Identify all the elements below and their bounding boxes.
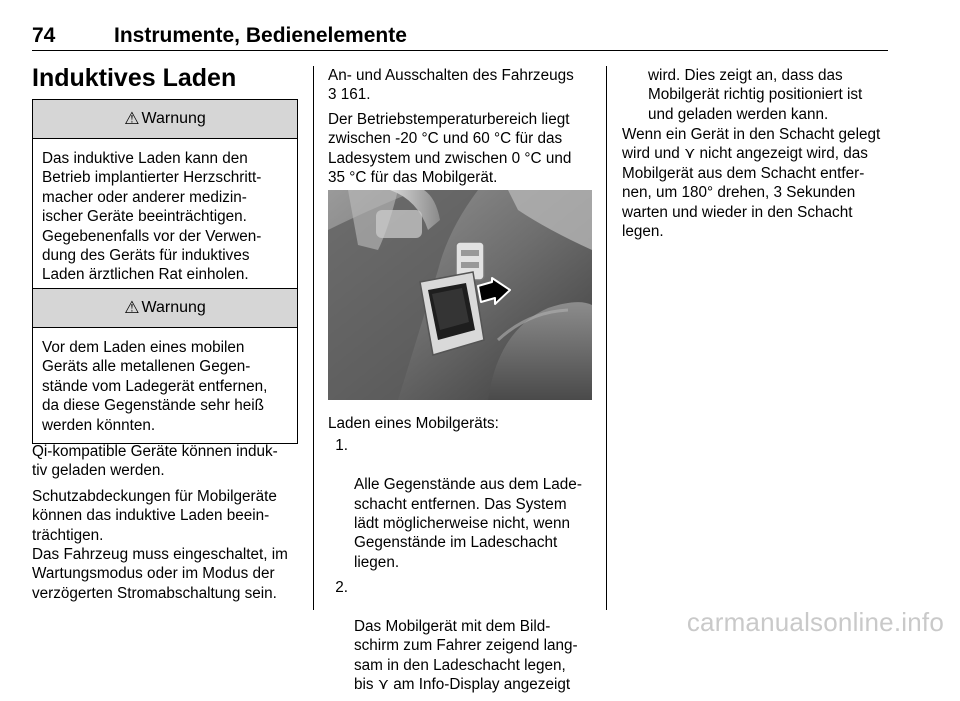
warning-title: Warnung: [141, 110, 206, 127]
body-paragraph: Der Betriebstemperaturbereich liegt zwischen -20 °C und 60 °C für das Ladesystem und zwischen 0 °C und 35 °C für das Mobilgerät.: [328, 111, 572, 187]
column-divider: [313, 66, 314, 610]
column-divider: [606, 66, 607, 610]
section-title: Induktives Laden: [32, 64, 237, 92]
page-number: 74: [32, 24, 56, 47]
running-title: Instrumente, Bedienelemente: [114, 24, 407, 47]
list-item: [328, 436, 596, 572]
step-number: 1.: [335, 437, 348, 455]
step-text: Das Mobilgerät mit dem Bild- schirm zum Fahrer zeigend lang- sam in den Ladeschacht legen, bis ⋎ am Info-Display angezeigt: [354, 618, 578, 694]
body-paragraph: Wenn ein Gerät in den Schacht gelegt wird und ⋎ nicht angezeigt wird, das Mobilgerät aus dem Schacht entfer- nen, um 180° drehen, 3 Sekunden warten und wieder in den Schacht legen.: [622, 126, 881, 241]
warning-text: Vor dem Laden eines mobilen Geräts alle metallenen Gegen- stände vom Ladegerät entfernen, da diese Gegenstände sehr heiß werden könnten.: [42, 339, 268, 434]
list-item: [328, 578, 596, 694]
warning-title: Warnung: [141, 299, 206, 316]
body-paragraph: Qi-kompatible Geräte können induk- tiv geladen werden.: [32, 443, 278, 480]
warning-text: Das induktive Laden kann den Betrieb implantierter Herzschritt- macher oder anderer medizin- ischer Geräte beeinträchtigen. Gegebenenfalls vor der Verwen- dung des Geräts für induktives Laden ärztlichen Rat einholen.: [42, 150, 262, 284]
warning-triangle-icon: ⚠: [124, 109, 140, 128]
body-paragraph: An- und Ausschalten des Fahrzeugs 3 161.: [328, 67, 574, 104]
charging-tray-photo: [328, 190, 592, 400]
charging-steps: [328, 414, 596, 701]
step-continuation: wird. Dies zeigt an, dass das Mobilgerät richtig positioniert ist und geladen werden kann.: [648, 67, 863, 123]
body-paragraph: Das Fahrzeug muss eingeschaltet, im Wartungsmodus oder im Modus der verzögerten Stromabschaltung sein.: [32, 546, 288, 602]
page-header: [32, 22, 888, 51]
body-paragraph: Schutzabdeckungen für Mobilgeräte können das induktive Laden beein- trächtigen.: [32, 488, 277, 544]
warning-box: [32, 288, 298, 444]
warning-box: [32, 99, 298, 294]
warning-triangle-icon: ⚠: [124, 298, 140, 317]
watermark: carmanualsonline.info: [686, 607, 944, 637]
warning-header: [33, 100, 297, 139]
steps-intro: Laden eines Mobilgeräts:: [328, 415, 499, 432]
step-text: Alle Gegenstände aus dem Lade- schacht entfernen. Das System lädt möglicherweise nicht, wenn Gegenstände im Ladeschacht liegen.: [354, 476, 582, 571]
step-number: 2.: [335, 579, 348, 597]
warning-header: [33, 289, 297, 328]
